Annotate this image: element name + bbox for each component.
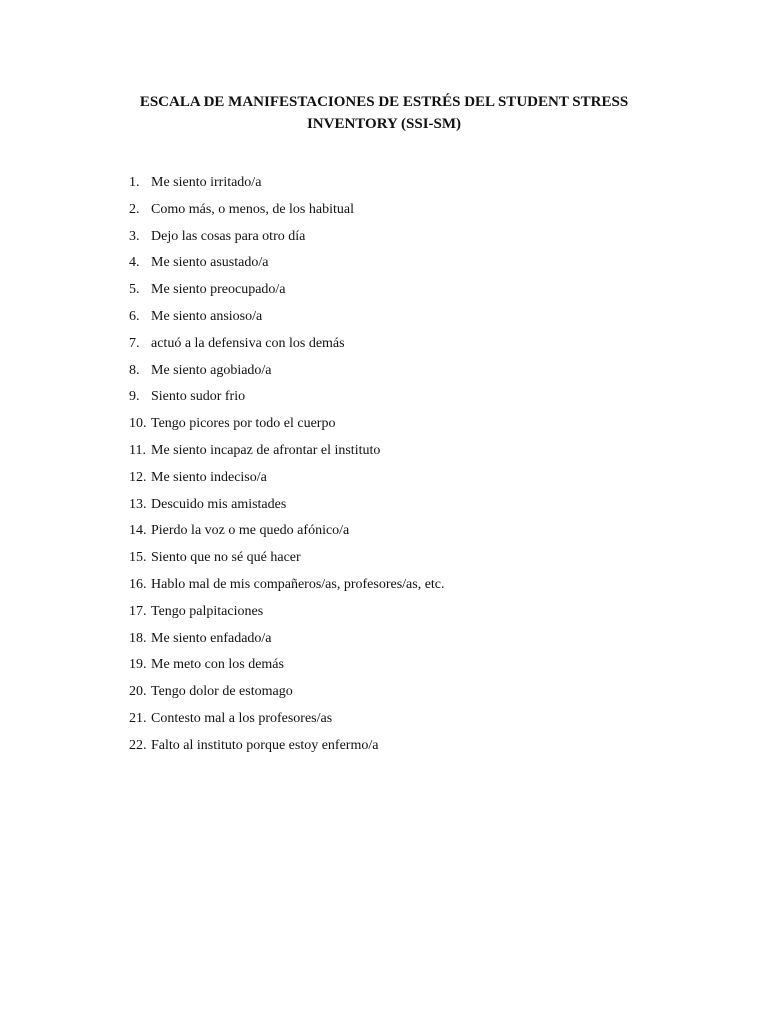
list-item bbox=[129, 735, 445, 762]
title-line-1: ESCALA DE MANIFESTACIONES DE ESTRÉS DEL STUDENT STRESS bbox=[139, 94, 629, 110]
list-item bbox=[129, 547, 445, 574]
list-item bbox=[129, 199, 445, 226]
item-text: Siento que no sé qué hacer bbox=[151, 550, 301, 566]
item-text: Descuido mis amistades bbox=[151, 496, 287, 512]
item-text: Tengo dolor de estomago bbox=[151, 684, 293, 700]
list-item bbox=[129, 386, 445, 413]
item-number: 8. bbox=[129, 362, 140, 378]
list-item bbox=[129, 654, 445, 681]
item-number: 9. bbox=[129, 389, 140, 405]
item-number: 5. bbox=[129, 282, 140, 298]
list-item bbox=[129, 306, 445, 333]
item-number: 17. bbox=[129, 603, 147, 619]
item-number: 1. bbox=[129, 175, 140, 190]
item-text: Pierdo la voz o me quedo afónico/a bbox=[151, 523, 350, 539]
item-number: 20. bbox=[129, 684, 147, 700]
item-text: actuó a la defensiva con los demás bbox=[151, 335, 345, 351]
item-text: Me siento incapaz de afrontar el instituto bbox=[151, 442, 381, 458]
list-item bbox=[129, 520, 445, 547]
list-item bbox=[129, 494, 445, 521]
list-item bbox=[129, 681, 445, 708]
item-number: 15. bbox=[129, 550, 147, 566]
item-number: 3. bbox=[129, 228, 140, 244]
list-item bbox=[129, 601, 445, 628]
list-item bbox=[129, 440, 445, 467]
item-list bbox=[129, 172, 445, 762]
list-item bbox=[129, 279, 445, 306]
item-text: Siento sudor frio bbox=[151, 389, 246, 405]
list-item bbox=[129, 252, 445, 279]
item-text: Contesto mal a los profesores/as bbox=[151, 710, 333, 726]
list-item bbox=[129, 226, 445, 253]
list-item bbox=[129, 333, 445, 360]
item-number: 10. bbox=[129, 416, 147, 432]
item-text: Me meto con los demás bbox=[151, 657, 284, 673]
item-number: 12. bbox=[129, 469, 147, 485]
item-number: 14. bbox=[129, 523, 147, 539]
list-item bbox=[129, 360, 445, 387]
item-number: 18. bbox=[129, 630, 147, 646]
item-text: Me siento enfadado/a bbox=[151, 630, 272, 646]
item-text: Como más, o menos, de los habitual bbox=[151, 201, 354, 217]
list-item bbox=[129, 708, 445, 735]
item-text: Me siento ansioso/a bbox=[151, 308, 263, 324]
item-text: Me siento indeciso/a bbox=[151, 469, 267, 485]
item-number: 2. bbox=[129, 201, 140, 217]
item-text: Falto al instituto porque estoy enfermo/a bbox=[151, 737, 379, 753]
item-number: 22. bbox=[129, 737, 147, 753]
list-item bbox=[129, 172, 445, 199]
item-text: Tengo palpitaciones bbox=[151, 603, 264, 619]
title-line-2: INVENTORY (SSI-SM) bbox=[306, 116, 462, 132]
list-item bbox=[129, 628, 445, 655]
list-item bbox=[129, 413, 445, 440]
item-text: Me siento agobiado/a bbox=[151, 362, 272, 378]
list-item bbox=[129, 574, 445, 601]
item-number: 7. bbox=[129, 335, 140, 351]
item-number: 11. bbox=[129, 442, 146, 458]
item-number: 13. bbox=[129, 496, 147, 512]
document-title bbox=[0, 91, 768, 135]
item-text: Hablo mal de mis compañeros/as, profesores/as, etc. bbox=[151, 576, 445, 592]
item-number: 21. bbox=[129, 710, 147, 726]
item-number: 16. bbox=[129, 576, 147, 592]
list-item bbox=[129, 467, 445, 494]
item-text: Me siento irritado/a bbox=[151, 175, 262, 190]
item-number: 4. bbox=[129, 255, 140, 271]
item-text: Dejo las cosas para otro día bbox=[151, 228, 306, 244]
item-text: Tengo picores por todo el cuerpo bbox=[151, 416, 336, 432]
item-text: Me siento asustado/a bbox=[151, 255, 269, 271]
item-number: 6. bbox=[129, 308, 140, 324]
item-text: Me siento preocupado/a bbox=[151, 282, 286, 298]
item-number: 19. bbox=[129, 657, 147, 673]
